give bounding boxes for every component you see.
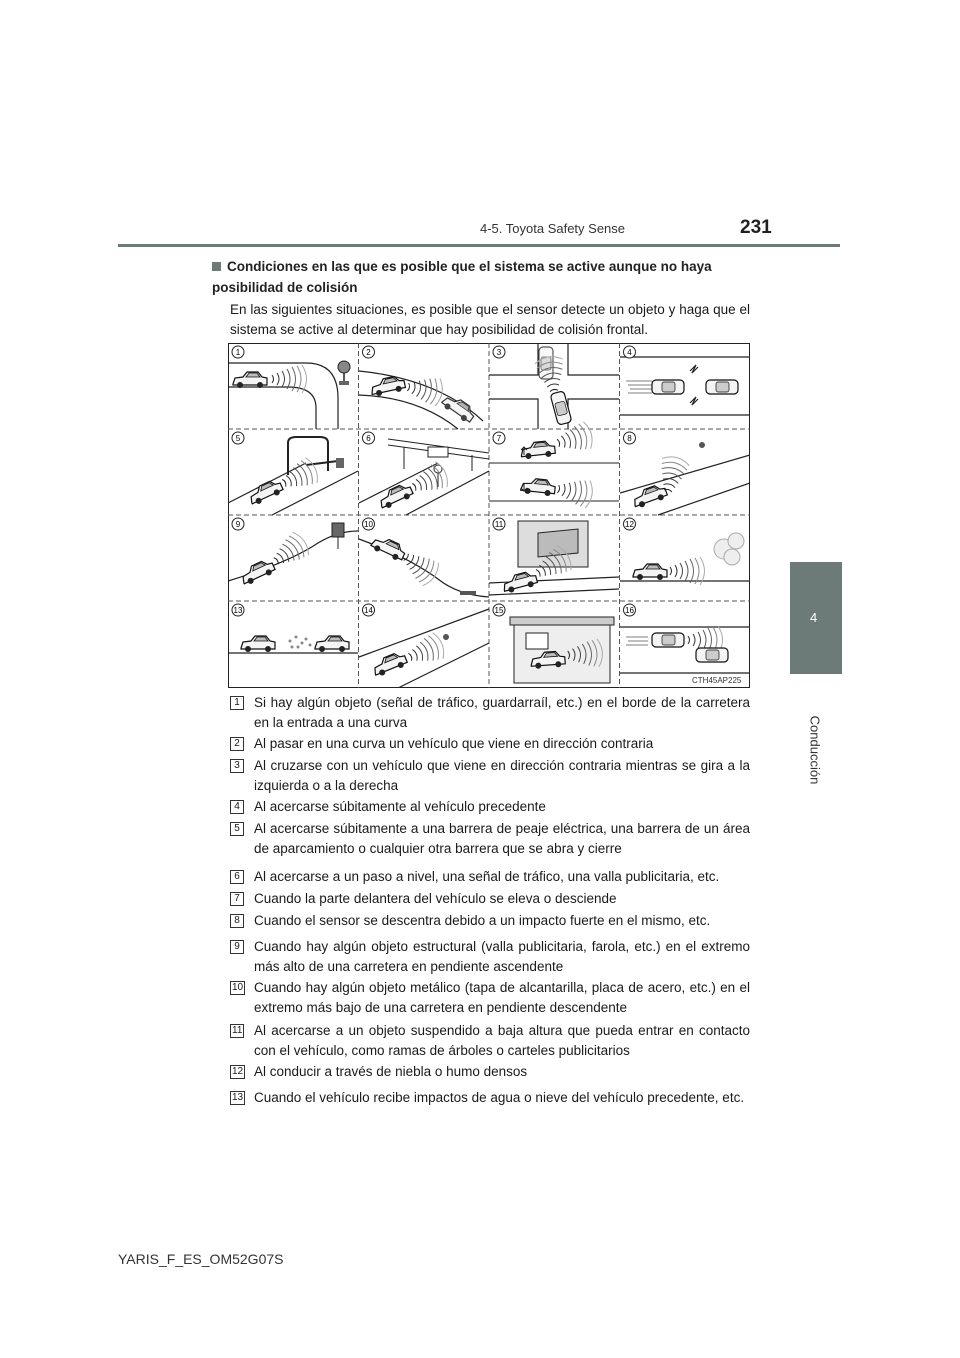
item-text: Al conducir a través de niebla o humo densos — [254, 1064, 528, 1079]
item-number-badge: 9 — [230, 940, 244, 954]
footer-code: YARIS_F_ES_OM52G07S — [118, 1251, 284, 1267]
panel-number: 2 — [366, 348, 371, 357]
heading-bullet-icon — [212, 262, 221, 271]
item-text: Al cruzarse con un vehículo que viene en dirección contraria mientras se gira a la izquierda o a la derecha — [254, 758, 750, 793]
item-number-badge: 8 — [230, 914, 244, 928]
panel-number: 4 — [627, 348, 632, 357]
item-number-badge: 2 — [230, 737, 244, 751]
situations-illustration — [228, 343, 750, 688]
chapter-label — [808, 690, 822, 810]
chapter-number: 4 — [810, 610, 818, 625]
section-heading-text: Condiciones en las que es posible que el sistema se active aunque no haya posibilidad de colisión — [212, 259, 712, 295]
item-number-badge: 5 — [230, 822, 244, 836]
item-text: Al acercarse súbitamente a una barrera de peaje eléctrica, una barrera de un área de aparcamiento o cualquier otra barrera que se abra y cierre — [254, 821, 750, 856]
list-item — [230, 867, 750, 887]
item-text: Cuando hay algún objeto metálico (tapa de alcantarilla, placa de acero, etc.) en el extremo más bajo de una carretera en pendiente descendente — [254, 980, 750, 1015]
item-number-badge: 1 — [230, 696, 244, 710]
item-text: Al acercarse a un paso a nivel, una señal de tráfico, una valla publicitaria, etc. — [254, 869, 720, 884]
item-text: Al acercarse a un objeto suspendido a baja altura que pueda entrar en contacto con el vehículo, como ramas de árboles o carteles publicitarios — [254, 1023, 750, 1058]
panel-number: 14 — [364, 606, 373, 615]
item-text: Cuando hay algún objeto estructural (valla publicitaria, farola, etc.) en el extremo más alto de una carretera en pendiente ascendente — [254, 939, 750, 974]
panel-number: 12 — [625, 520, 634, 529]
item-text: Al acercarse súbitamente al vehículo precedente — [254, 799, 546, 814]
list-item — [230, 1088, 750, 1108]
list-item — [230, 756, 750, 796]
panel-number: 3 — [496, 348, 502, 357]
figure-code: CTH45AP225 — [692, 676, 742, 685]
panel-number: 15 — [494, 606, 504, 615]
list-item — [230, 1062, 750, 1082]
header-section-title: 4-5. Toyota Safety Sense — [480, 221, 626, 236]
panel-number: 13 — [233, 606, 243, 615]
item-number-badge: 11 — [232, 1025, 243, 1036]
panel-number: 1 — [235, 348, 241, 357]
panel-number: 11 — [494, 520, 504, 529]
page-number: 231 — [740, 217, 772, 238]
list-item — [230, 911, 750, 931]
item-text: Cuando el vehículo recibe impactos de agua o nieve del vehículo precedente, etc. — [254, 1090, 745, 1105]
item-number-badge: 7 — [230, 892, 244, 906]
panel-number: 6 — [366, 434, 371, 443]
panel-number: 16 — [625, 606, 634, 615]
item-text: Al pasar en una curva un vehículo que viene en dirección contraria — [254, 736, 654, 751]
item-text: Cuando el sensor se descentra debido a un impacto fuerte en el mismo, etc. — [254, 913, 711, 928]
header-divider — [118, 244, 840, 247]
item-text: Si hay algún objeto (señal de tráfico, guardarraíl, etc.) en el borde de la carretera en la entrada a una curva — [254, 695, 750, 730]
item-number-badge: 13 — [232, 1092, 244, 1103]
list-item — [230, 734, 750, 754]
list-item — [230, 889, 750, 909]
panel-number: 8 — [627, 434, 632, 443]
chapter-label-text: Conducción — [807, 715, 823, 785]
list-item — [230, 693, 750, 733]
list-item — [230, 978, 750, 1018]
item-number-badge: 3 — [230, 759, 244, 773]
panel-number: 9 — [235, 520, 241, 529]
item-number-badge: 4 — [230, 800, 244, 814]
intro-paragraph: En las siguientes situaciones, es posible que el sensor detecte un objeto y haga que el sistema se active al determinar que hay posibilidad de colisión frontal. — [230, 302, 750, 337]
panel-number: 5 — [235, 434, 241, 443]
list-item — [230, 819, 750, 859]
item-number-badge: 10 — [232, 982, 244, 993]
section-heading — [212, 256, 752, 298]
list-item — [230, 797, 750, 817]
list-item — [230, 937, 750, 977]
item-number-badge: 12 — [232, 1066, 244, 1077]
panel-number: 7 — [496, 434, 502, 443]
item-number-badge: 6 — [230, 870, 244, 884]
panel-number: 10 — [364, 520, 373, 529]
item-text: Cuando la parte delantera del vehículo se eleva o desciende — [254, 891, 617, 906]
list-item — [230, 1021, 750, 1061]
